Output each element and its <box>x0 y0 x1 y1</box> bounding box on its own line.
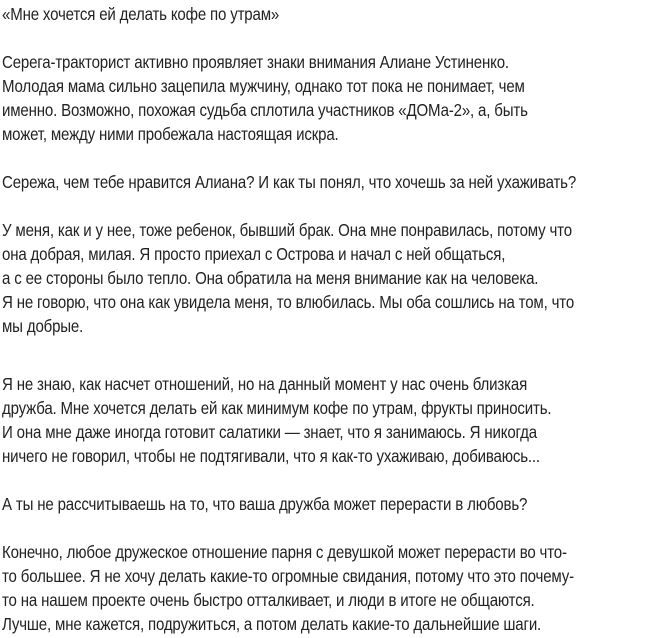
text-line: У меня, как и у нее, тоже ребенок, бывший брак. Она мне понравилась, потому что <box>2 220 572 240</box>
text-line: Молодая мама сильно зацепила мужчину, однако тот пока не понимает, чем <box>2 76 525 96</box>
text-line: может, между ними пробежала настоящая искра. <box>2 124 339 144</box>
text-line: мы добрые. <box>2 316 84 336</box>
text-line: а с ее стороны было тепло. Она обратила на меня внимание как на человека. <box>2 268 539 288</box>
text-line: Серега-тракторист активно проявляет знаки внимания Алиане Устиненко. <box>2 52 509 72</box>
text-line: Конечно, любое дружеское отношение парня с девушкой может перерасти во что- <box>2 542 567 562</box>
text-line: Я не говорю, что она как увидела меня, то влюбилась. Мы оба сошлись на том, что <box>2 292 575 312</box>
text-line: А ты не рассчитываешь на то, что ваша дружба может перерасти в любовь? <box>2 494 528 514</box>
text-line: то большее. Я не хочу делать какие-то огромные свидания, потому что это почему- <box>2 566 574 586</box>
text-line: Сережа, чем тебе нравится Алиана? И как ты понял, что хочешь за ней ухаживать? <box>2 172 577 192</box>
text-line: И она мне даже иногда готовит салатики — знает, что я занимаюсь. Я никогда <box>2 422 537 442</box>
text-line: Я не знаю, как насчет отношений, но на данный момент у нас очень близкая <box>2 374 528 394</box>
text-line: именно. Возможно, похожая судьба сплотила участников «ДОМа-2», а, быть <box>2 100 528 120</box>
text-line: ничего не говорил, чтобы не подтягивали, что я как-то ухаживаю, добиваюсь... <box>2 446 540 466</box>
text-line: то на нашем проекте очень быстро отталкивает, и люди в итоге не общаются. <box>2 590 535 610</box>
text-line: Лучше, мне кажется, подружиться, а потом делать какие-то дальнейшие шаги. <box>2 614 542 634</box>
text-line: дружба. Мне хочется делать ей как минимум кофе по утрам, фрукты приносить. <box>2 398 552 418</box>
article-title: «Мне хочется ей делать кофе по утрам» <box>2 4 280 24</box>
text-line: она добрая, милая. Я просто приехал с Острова и начал с ней общаться, <box>2 244 506 264</box>
